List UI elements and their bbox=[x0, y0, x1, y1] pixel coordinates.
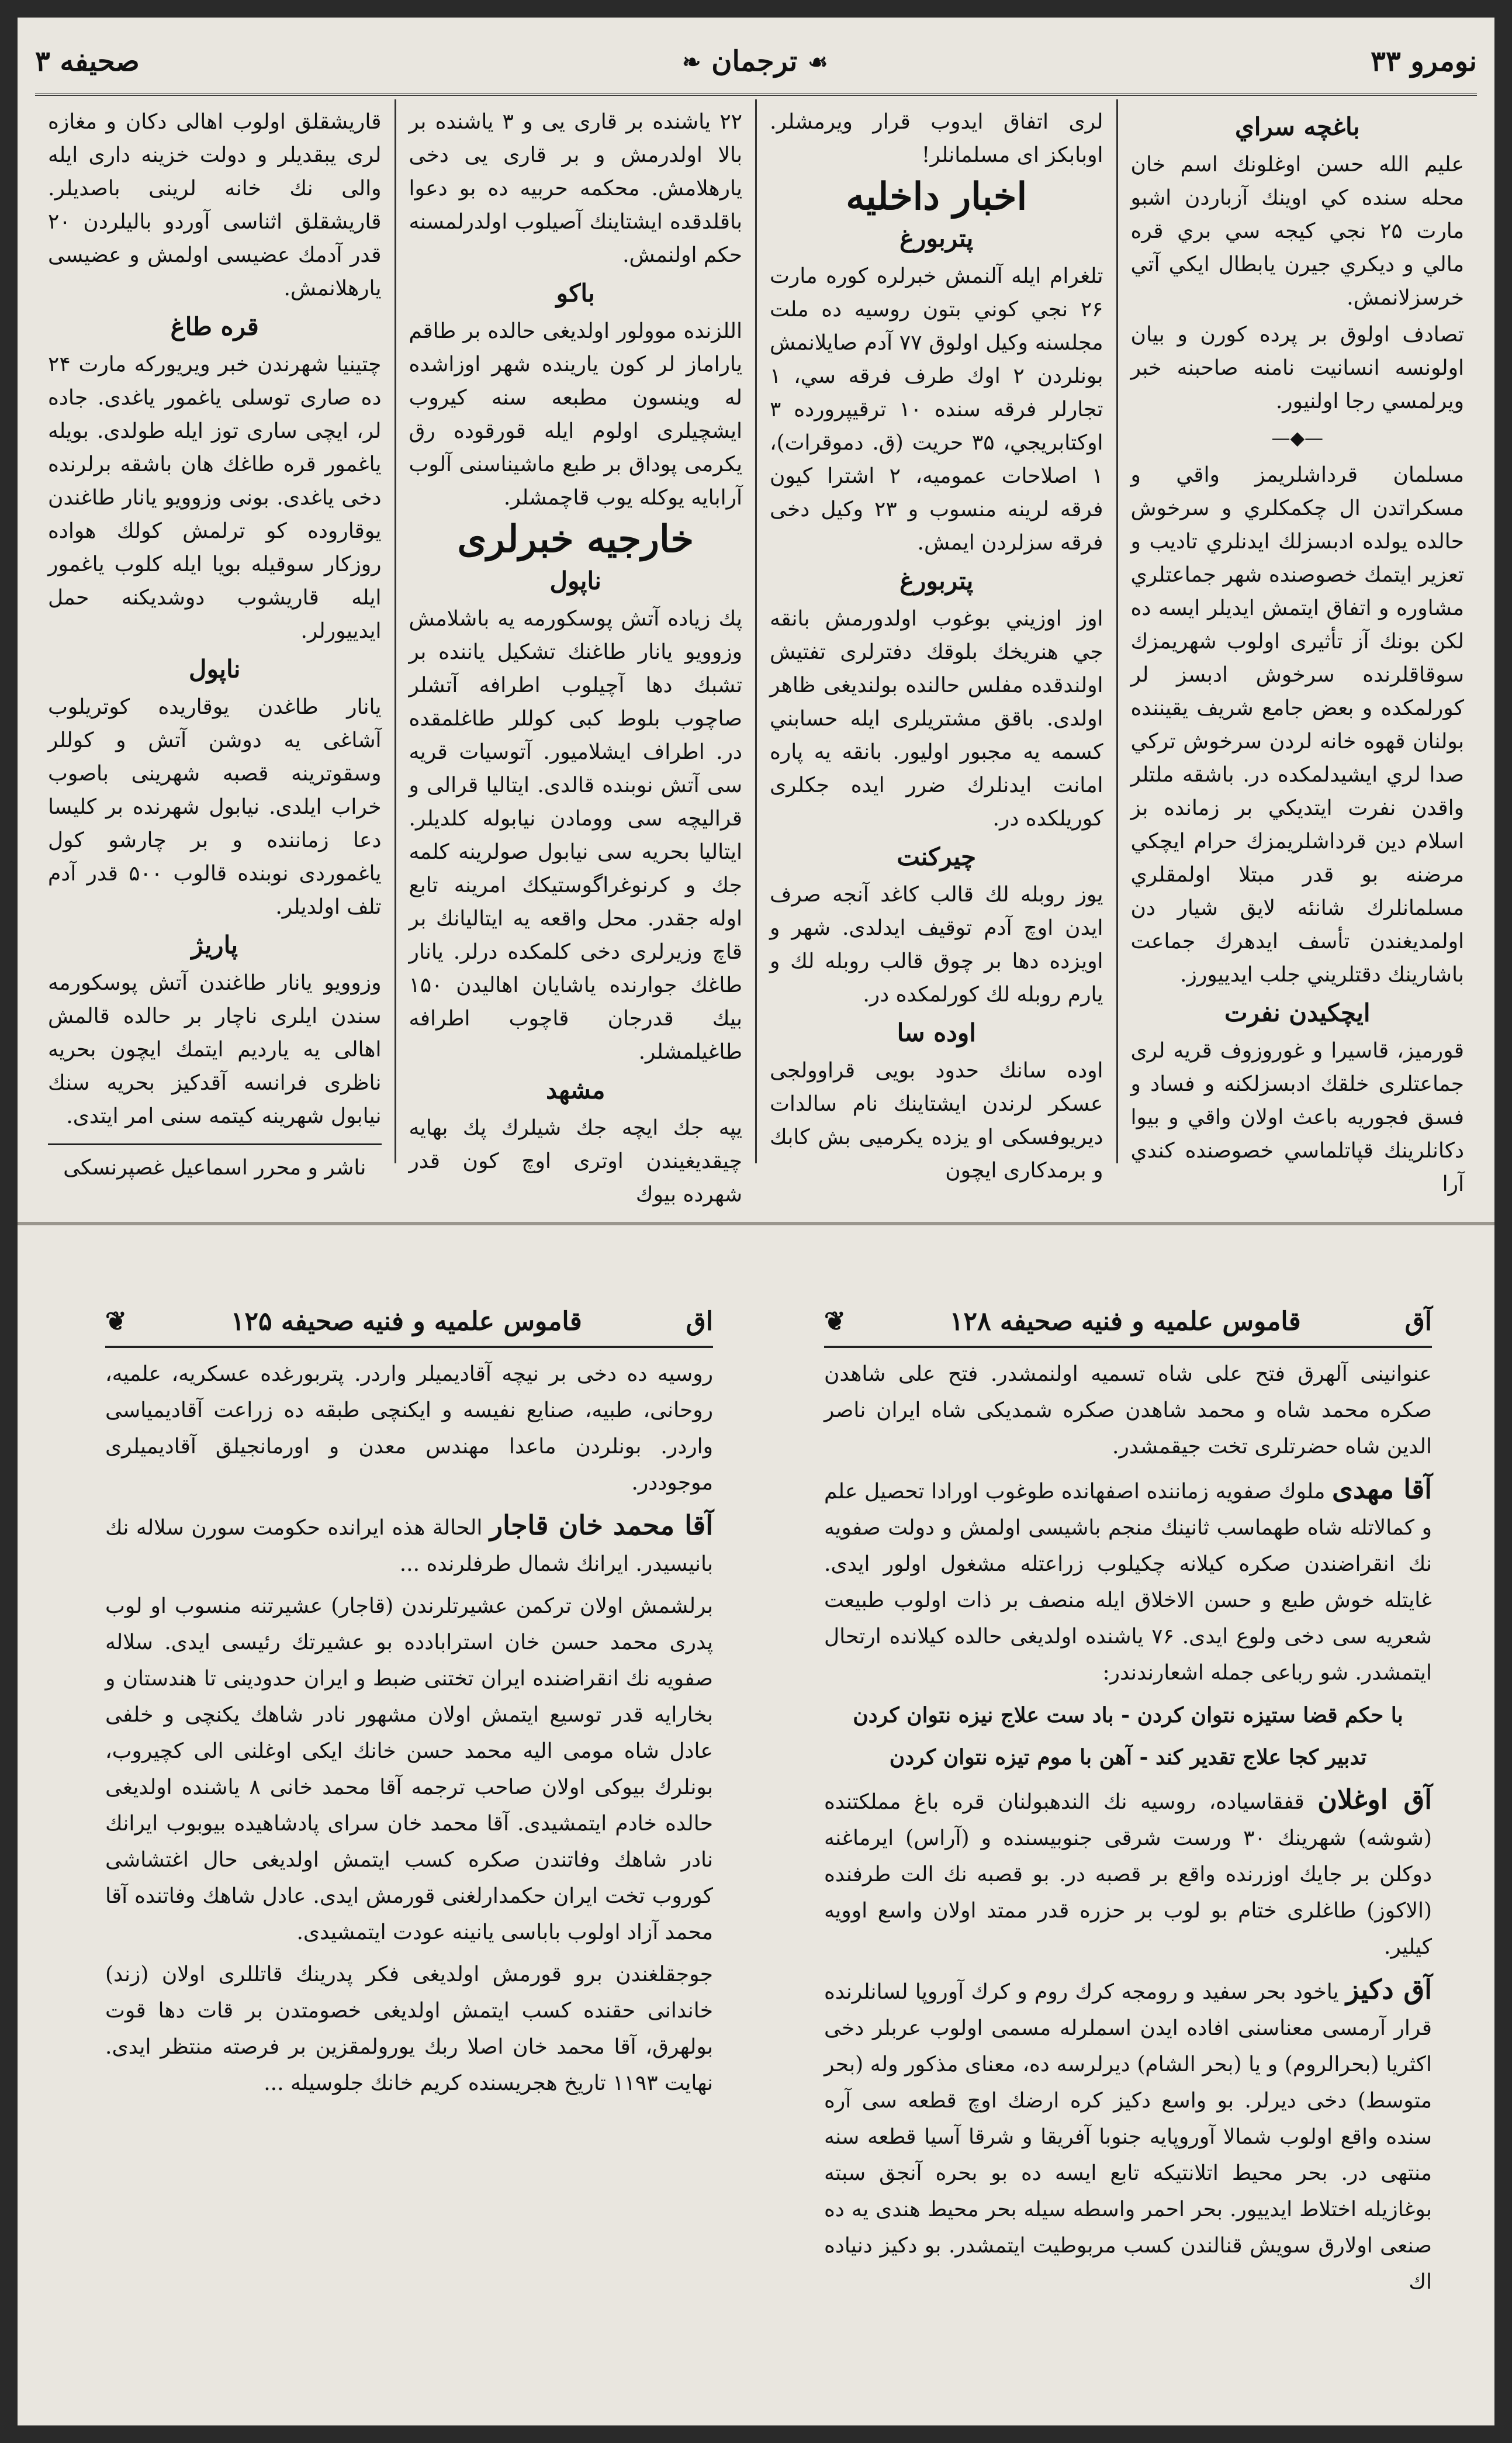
header-center bbox=[950, 1304, 1301, 1340]
item-heading: ناپول bbox=[549, 566, 601, 595]
poem-line: با حكم قضا ستيزه نتوان كردن - باد ست علاج نيزه نتوان كردن bbox=[853, 1703, 1403, 1727]
dictionary-paragraph: روسيه ده دخى بر نيچه آقاديميلر واردر. پتربورغده عسكريه، علميه، روحانى، طبيه، صنايع نفيسه و ايكنچى طبقه ده زراعت آقاديمياسى واردر. بونلردن ماعدا مهندس معدن و اورمانجيلق آقاديميلرى موجوددر. bbox=[105, 1362, 713, 1495]
publisher-imprint: ناشر و محرر اسماعيل غصپرنسكى bbox=[48, 1143, 382, 1184]
article-paragraph: اوز اوزيني بوغوب اولدورمش بانقه جي هنريخك بلوقك دفترلرى تفتيش اولندقده مفلس حالنده بولنديغى ظاهر اولدى. باقق مشتريلرى ايله حسابني كسمه يه مجبور اوليور. بانقه يه پاره امانت ايدنلرك ضرر ايده جكلرى كوريلكده در. bbox=[770, 607, 1103, 831]
ornament-icon: ❦ bbox=[105, 1307, 127, 1336]
page-number: صحيفه ۳ bbox=[35, 45, 140, 78]
entry-headword: آقا محمد خان قاجار bbox=[489, 1509, 713, 1541]
divider-ornament-icon: —◆— bbox=[1271, 427, 1324, 449]
page-number: صحيفه ۱۲۸ bbox=[949, 1307, 1073, 1336]
scanned-sheet bbox=[18, 18, 1494, 2425]
entry-headword: آق اوغلان bbox=[1317, 1784, 1433, 1815]
column-4 bbox=[35, 99, 395, 1180]
column-2 bbox=[755, 99, 1116, 1183]
article-paragraph: اوده سانك حدود بويى قراوولجى عسكر لرندن ايشتاينك نام سالدات ديريوفسكى او يزده يكرميى بش كابك و برمدكارى ايچون bbox=[770, 1059, 1103, 1183]
article-paragraph: لرى اتفاق ايدوب قرار ويرمشلر. اوبابكز اى مسلمانلر! bbox=[770, 110, 1103, 167]
dictionary-header bbox=[824, 1304, 1432, 1348]
section-heading: ايچكيدن نفرت bbox=[1224, 998, 1371, 1027]
entry-text: قفقاسياده، روسيه نك الندهبولنان قره باغ مملكتنده (شوشه) شهرينك ۳۰ ورست شرقى جنوبيسنده و (آراس) ايرماغنه دوكلن بر جايك اوزرنده واقع بر قصبه در. بو قصبه نك الت طرفنده (الاكوز) طاغلرى ختام بو لوب بر حزره قدر ممتد اولان واسع اوويه كيلير. bbox=[824, 1790, 1432, 1959]
dictionary-title: قاموس علميه و فنيه bbox=[1081, 1307, 1301, 1336]
header-letter: اق bbox=[686, 1307, 713, 1336]
item-heading: باكو bbox=[556, 279, 595, 307]
dictionary-entry bbox=[824, 1971, 1432, 2300]
article-paragraph: يانار طاغدن يوقاريده كوتريلوب آشاغى يه دوشن آتش و كوللر وسقوترينه قصبه شهرينى باصوب خراب ايلدى. نيابول شهرنده بر كليسا دعا زماننده و بر چارشو كول ياغموردى نوبنده قالوب ۵۰۰ قدر آدم تلف اولديلر. bbox=[48, 695, 382, 919]
issue-number: نومرو ۳۳ bbox=[1371, 45, 1477, 78]
article-paragraph: يوز روبله لك قالب كاغد آنجه صرف ايدن اوچ آدم توقيف ايدلدى. شهر و اويزده دها بر چوق قالب روبله لك و يارم روبله لك كورلمكده در. bbox=[770, 883, 1103, 1007]
dictionary-title: قاموس علميه و فنيه bbox=[362, 1307, 582, 1336]
article-paragraph: اللزنده موولور اولديغى حالده بر طاقم ياراماز لر كون يارينده شهر اوزاشده له وينسون مطبعه سنه كيروب ايشچيلرى اولوم ايله قورقوده رق يكرمى پوداق بر طبع ماشيناسنى آلوب آرابايه يوكله يوب قاچمشلر. bbox=[409, 319, 742, 510]
article-paragraph: يپه جك ايچه جك شيلرك پك بهايه چيقديغيندن اوترى اوچ كون قدر شهرده بيوك bbox=[409, 1116, 742, 1207]
ornament-icon: ☙ bbox=[808, 48, 828, 75]
newspaper-columns bbox=[35, 99, 1477, 1207]
newspaper-page bbox=[35, 29, 1477, 1207]
article-paragraph: وزوويو يانار طاغندن آتش پوسكورمه سندن ايلرى ناچار بر حالده قالمش اهالى يه يارديم ايتمك ايچون بحريه ناظرى فرانسه آقدكيز بحريه سنك نيابول شهرينه كيتمه سنى امر ايتدى. bbox=[48, 971, 382, 1128]
dictionary-paragraph: جوجقلغندن برو قورمش اولديغى فكر پدرينك قاتللرى اولان (زند) خاندانى حقنده كسب ايتمش اولديغى خصومتدن بر قات دها قوت بولهرق، آقا محمد خان اصلا ربك يورولمقزين بر فرصته منتظر ايدى. نهايت ۱۱۹۳ تاريخ هجريسنده كريم خانك جلوسيله ... bbox=[105, 1962, 713, 2095]
column-1 bbox=[1116, 99, 1478, 1196]
article-paragraph: پك زياده آتش پوسكورمه يه باشلامش وزوويو يانار طاغنك تشكيل ياننده بر تشبك دها آچيلوب اطرافه آتشلر صاچوب بلوط كبى كوللر طاغلمقده در. اطراف ايشلاميور. آتوسيات قريه سى آتش نوبنده قالدى. ايتاليا قرالى و قراليچه سى وومادن نيابوله كلديلر. ايتاليا بحريه سى نيابول صولرينه كلمه جك و كرنوغراگوستيكك امرينه تابع اوله جقدر. محل واقعه يه ايتاليانك بر قاچ وزيرلرى دخى كلمكده درلر. يانار طاغك جوارنده ياشايان اهاليدن ۱۵۰ بيك قدرجان قاچوب اطرافه طاغيلمشلر. bbox=[409, 607, 742, 1064]
page-number: صحيفه ۱۲۵ bbox=[230, 1307, 354, 1336]
dictionary-paragraph: برلشمش اولان تركمن عشيرتلرندن (قاجار) عشيرتنه منسوب او لوب پدرى محمد حسن خان استرابادده بو عشيرتك رئيسى ايدى. سلاله صفويه نك انقراضنده ايران تختنى ضبط و ايران حدودينى تا هندستان و بخارايه قدر توسيع ايتمش اولان مشهور نادر شاهك يكنچى و خلفى عادل شاه مومى اليه محمد حسن خانك ايكى اوغلنى الى كچيروب، بونلرك بيوكى اولان صاحب ترجمه آقا محمد خانى ۸ ياشنده اولديغى حالده خادم ايتمشيدى. آقا محمد خان سراى پادشاهيده بيوبوب ايرانك نادر شاهك وفاتندن صكره كسب ايتمش اولديغى حال اغتشاشى كوروب تخت ايران حكمدارلغنى قورمش ايدى. عادل شاهك وفاتنده آقا محمد آزاد اولوب باباسى يانينه عودت ايتمشيدى. bbox=[105, 1594, 714, 1944]
item-heading: پاريژ bbox=[191, 931, 238, 959]
entry-text: ملوك صفويه زماننده اصفهانده طوغوب اورادا تحصيل علم و كمالاتله شاه طهماسب ثانينك منجم باشيسى اولمش و دولت صفويه نك انقراضندن صكره كيلانه چكيلوب زراعتله مشغول اولور ايدى. غايتله خوش طبع و حسن الاخلاق ايله منصف بر ذات اولوب طبيعت شعريه سى دخى ولوع ايدى. ۷۶ ياشنده اولديغى حالده كيلانده ارتحال ايتمشدر. شو رباعى جمله اشعارندندر: bbox=[824, 1480, 1432, 1685]
article-paragraph: تلغرام ايله آلنمش خبرلره كوره مارت ۲۶ نجي كوني بتون روسيه ده ملت مجلسنه وكيل اولوق ۷۷ آدم صايلانمش بونلردن ۲ اوك طرف فرقه سي، ۱ تجارلر فرقه سنده ۱۰ ترقيپرورده ۳ اوكتابريجي، ۳۵ حريت (ق. دموقرات)، ۱ اصلاحات عموميه، ۲ اشترا كيون فرقه لرينه منسوب و ۲۳ وكيل دخى فرقه سزلردن ايمش. bbox=[770, 264, 1103, 555]
item-heading: اوده سا bbox=[897, 1018, 976, 1047]
article-paragraph: تصادف اولوق بر پرده كورن و بيان اولونسه انسانيت نامنه صاحبنه خبر ويرلمسي رجا اولنيور. bbox=[1130, 323, 1464, 413]
article-paragraph: چتينيا شهرندن خبر ويريوركه مارت ۲۴ ده صارى توسلى ياغمور ياغدى. جاده لر، ايچى سارى توز ايله طولدى. بويله ياغمور قره طاغك هان باشقه برلرنده دخى ياغدى. بونى وزوويو يانار طاغندن يوقاروده كو ترلمش كولك هواده روزكار سوقيله بويا ايله كلوب ياغمور ايله قاريشوب دوشديكنه حمل ايدييورلر. bbox=[48, 353, 382, 643]
newspaper-title: ترجمان bbox=[711, 45, 798, 78]
section-main-heading: اخبار داخليه bbox=[846, 175, 1027, 219]
dictionary-page-left bbox=[105, 1304, 713, 2403]
poem-line: تدبير كجا علاج تقدير كند - آهن با موم تيزه نتوان كردن bbox=[889, 1745, 1367, 1770]
dictionary-entry bbox=[824, 1471, 1432, 1691]
column-3 bbox=[395, 99, 756, 1207]
masthead-center bbox=[682, 45, 828, 78]
article-paragraph: قورميز، قاسيرا و غوروزوف قريه لرى جماعتلرى خلقك ادبسزلكنه و فساد و فسق فجوريه باعث اولان واقي و بيوا دكانلرينك قپاتلماسي خصوصنده كندي آرا bbox=[1130, 1039, 1464, 1196]
dictionary-paragraph: عنوانينى آلهرق فتح على شاه تسميه اولنمشدر. فتح على شاهدن صكره محمد شاه و محمد شاهدن صكره شمديكى شاه ايران ناصر الدين شاه حضرتلرى تخت جيقمشدر. bbox=[824, 1362, 1432, 1459]
item-heading: پتربورغ bbox=[899, 566, 974, 595]
dictionary-header bbox=[105, 1304, 713, 1348]
article-paragraph: مسلمان قرداشلريمز واقي و مسكراتدن ال چكمكلري و سرخوش حالده يولده ادبسزلك ايدنلري تاديب و تعزير ايتمك خصوصنده شهر جماعتلري مشاوره و اتفاق ايتمش ايديلر ايسه ده لكن بونك آز تأثيرى اولوب شهريمزك سوقاقلرنده سرخوش ادبسز لر كورلمكده و بعض جامع شريف يقيننده بولنان قهوه خانه لردن سرخوش تركي صدا لري ايشيدلمكده در. باشقه ملتلر واقدن نفرت ايتديكي بر زمانده بز اسلام دين قرداشلريمزك حرام ايچكي مرضنه بو قدر مبتلا اولمقلري مسلمانلرك شانئه لايق شيار دن اولمديغندن تأسف ايدهرك جماعت باشارينك دقتلريني جلب ايدييورز. bbox=[1130, 463, 1464, 987]
entry-headword: آق دكيز bbox=[1346, 1974, 1432, 2005]
dictionary-page-right bbox=[824, 1304, 1432, 2403]
entry-headword: آقا مهدى bbox=[1332, 1473, 1432, 1505]
section-main-heading: خارجيه خبرلرى bbox=[457, 517, 694, 561]
item-heading: چيركنت bbox=[897, 842, 977, 871]
article-paragraph: ۲۲ ياشنده بر قارى يى و ۳ ياشنده بر بالا اولدرمش و بر قارى يى دخى يارهلامش. محكمه حربيه ده بو دعوا باقلدقده ايشتاينك آصيلوب اولدرلمسنه حكم اولنمش. bbox=[409, 110, 743, 267]
item-heading: مشهد bbox=[546, 1076, 606, 1104]
item-heading: قره طاغ bbox=[170, 312, 259, 341]
article-paragraph: عليم الله حسن اوغلونك اسم خان محله سنده كي اوينك آزباردن اشبو مارت ۲۵ نجي كيجه سي بري قره مالي و ديكري جيرن يابطال ايكي آتي خرسزلانمش. bbox=[1130, 153, 1464, 310]
item-heading: ناپول bbox=[189, 655, 241, 683]
entry-text: الحالة هذه ايرانده حكومت سورن سلاله نك بانيسيدر. ايرانك شمال طرفلرنده ... bbox=[105, 1516, 713, 1576]
ornament-icon: ❦ bbox=[824, 1307, 846, 1336]
header-letter: آق bbox=[1404, 1307, 1432, 1336]
newspaper-masthead bbox=[35, 29, 1477, 96]
ornament-icon: ❧ bbox=[682, 48, 701, 75]
dictionary-entry bbox=[824, 1781, 1432, 1965]
item-heading: پتربورغ bbox=[899, 224, 974, 253]
dictionary-entry bbox=[105, 1507, 713, 1582]
entry-text: ياخود بحر سفيد و رومجه كرك روم و كرك آوروپا لسانلرنده قرار آرمسى معناسنى افاده ايدن اسملرله مسمى اولوب عربلر دخى اكثريا (بحرالروم) و يا (بحر الشام) ديرلرسه ده، معناى مذكور وله (بحر متوسط) دخى ديرلر. بو واسع دكيز كره ارضك اوچ قطعه سى آره سنده واقع اولوب شمالا آوروپايه جنوبا آفريقا و شرقا آسيا قطعه سنه منتهى در. بحر محيط اتلانتيكه تابع ايسه ده بو بحره آنجق سبته بوغازيله اختلاط ايدييور. بحر احمر واسطه سيله بحر محيط هندى يه ده صنعى اولارق سويش قنالندن كسب مربوطيت ايتمشدر. بو دكيز دنياده اك bbox=[824, 1980, 1432, 2294]
header-center bbox=[231, 1304, 582, 1340]
page-fold-divider bbox=[18, 1222, 1494, 1225]
section-heading: باغچه سراي bbox=[1234, 112, 1360, 141]
article-paragraph: قاريشقلق اولوب اهالى دكان و مغازه لرى يبقديلر و دولت خزينه دارى ايله والى نك خانه لرينى باصديلر. قاريشقلق اثناسى آوردو باليلردن ۲۰ قدر آدمك عضيسى اولمش و عضيسى يارهلانمش. bbox=[48, 110, 382, 300]
